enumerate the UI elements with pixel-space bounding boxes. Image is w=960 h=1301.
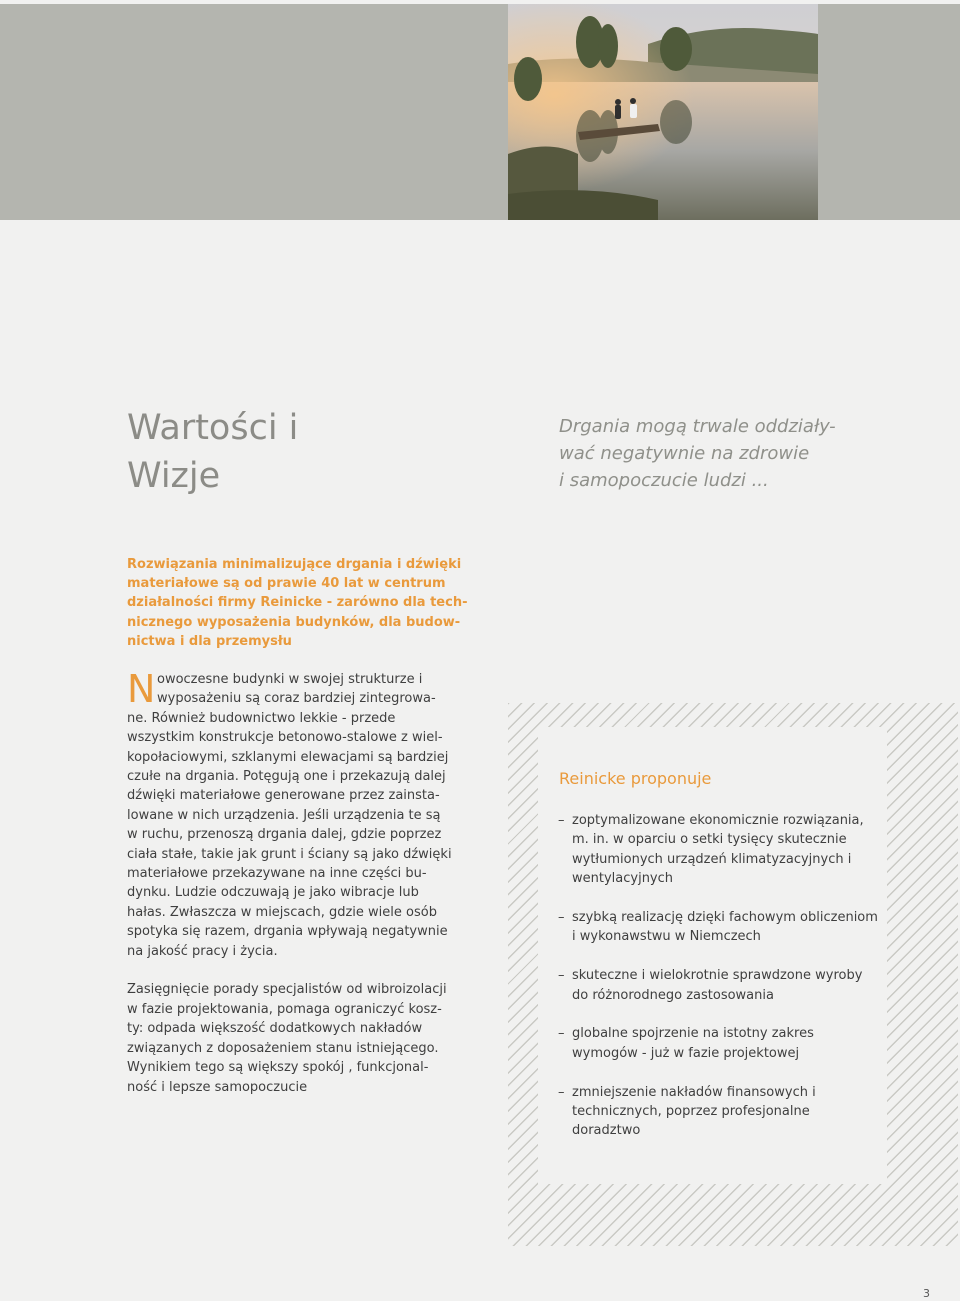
page-title-line-2: Wizje xyxy=(127,456,221,496)
offer-item-line: i wykonawstwu w Niemczech xyxy=(572,929,761,945)
body-line: materiałowe przekazywane na inne części bu- xyxy=(127,866,427,882)
dash-bullet: – xyxy=(558,1084,565,1100)
body-text xyxy=(127,667,457,1097)
lead-paragraph xyxy=(127,555,468,651)
pull-quote-line-1: Drgania mogą trwale oddziały- xyxy=(559,416,836,437)
body-line: związanych z doposażeniem stanu istniejącego. xyxy=(127,1040,439,1056)
offer-panel xyxy=(508,703,958,1246)
offer-item-line: technicznych, poprzez profesjonalne xyxy=(572,1104,810,1120)
body-line: Zasięgnięcie porady specjalistów od wibroizolacji xyxy=(127,982,447,998)
pull-quote-line-2: wać negatywnie na zdrowie xyxy=(559,443,810,464)
body-line: kopołaciowymi, szklanymi elewacjami są bardziej xyxy=(127,749,449,765)
offer-item-line: skuteczne i wielokrotnie sprawdzone wyroby xyxy=(572,968,863,984)
body-line: dynku. Ludzie odczuwają je jako wibracje lub xyxy=(127,885,419,901)
offer-panel-title: Reinicke proponuje xyxy=(559,769,712,788)
body-line: lowane w nich urządzenia. Jeśli urządzenia te są xyxy=(127,807,441,823)
offer-item xyxy=(558,1024,878,1063)
offer-item xyxy=(558,908,878,947)
offer-item-line: do różnorodnego zastosowania xyxy=(572,987,774,1003)
offer-item-line: wytłumionych urządzeń klimatyzacyjnych i xyxy=(572,851,852,867)
lead-line: materiałowe są od prawie 40 lat w centrum xyxy=(127,576,446,592)
lead-line: działalności firmy Reinicke - zarówno dla tech- xyxy=(127,595,468,611)
dash-bullet: – xyxy=(558,968,565,984)
body-line: czułe na drgania. Potęgują one i przekazują dalej xyxy=(127,769,446,785)
offer-item-line: doradztwo xyxy=(572,1123,641,1139)
offer-list xyxy=(558,811,878,1160)
page-title-line-1: Wartości i xyxy=(127,408,299,448)
offer-item xyxy=(558,966,878,1005)
body-line: dźwięki materiałowe generowane przez zainsta- xyxy=(127,788,440,804)
offer-item-line: szybką realizację dzięki fachowym obliczeniom xyxy=(572,910,878,926)
body-line: na jakość pracy i życia. xyxy=(127,943,278,959)
body-line: wszystkim konstrukcje betonowo-stalowe z wiel- xyxy=(127,730,443,746)
pull-quote-line-3: i samopoczucie ludzi ... xyxy=(559,470,769,491)
paragraph-gap xyxy=(127,961,457,980)
drop-cap: N xyxy=(127,667,156,711)
lead-line: Rozwiązania minimalizujące drgania i dźwięki xyxy=(127,557,462,572)
body-line: ność i lepsze samopoczucie xyxy=(127,1079,308,1095)
page-number: 3 xyxy=(923,1287,930,1300)
offer-item-line: globalne spojrzenie na istotny zakres xyxy=(572,1026,814,1042)
lake-photo-illustration xyxy=(508,4,818,220)
body-line: owoczesne budynki w swojej strukturze i xyxy=(157,672,423,687)
offer-item-line: zoptymalizowane ekonomicznie rozwiązania, xyxy=(572,813,864,828)
body-line: hałas. Zwłaszcza w miejscach, gdzie wiele osób xyxy=(127,904,437,920)
body-line: spotyka się razem, drgania wpływają negatywnie xyxy=(127,924,448,940)
lead-line: nictwa i dla przemysłu xyxy=(127,633,292,649)
body-line: ne. Również budownictwo lekkie - przede xyxy=(127,710,396,726)
body-line: wyposażeniu są coraz bardziej zintegrowa- xyxy=(157,691,436,707)
body-line: w fazie projektowania, pomaga ograniczyć kosz- xyxy=(127,1001,442,1017)
offer-item xyxy=(558,1083,878,1141)
body-line: ciała stałe, takie jak grunt i ściany są jako dźwięki xyxy=(127,846,452,862)
lake-photo xyxy=(508,4,818,220)
pull-quote xyxy=(559,413,859,494)
offer-item-line: wymogów - już w fazie projektowej xyxy=(572,1045,800,1061)
offer-item xyxy=(558,811,878,889)
dash-bullet: – xyxy=(558,910,565,926)
offer-item-line: zmniejszenie nakładów finansowych i xyxy=(572,1084,816,1100)
lead-line: nicznego wyposażenia budynków, dla budow- xyxy=(127,614,461,630)
offer-panel-content xyxy=(538,727,887,1184)
offer-item-line: wentylacyjnych xyxy=(572,871,674,887)
header-band-left xyxy=(0,4,508,220)
dash-bullet: – xyxy=(558,813,565,828)
body-line: ty: odpada większość dodatkowych nakładów xyxy=(127,1021,423,1037)
body-line: w ruchu, przenoszą drgania dalej, gdzie poprzez xyxy=(127,827,442,843)
offer-item-line: m. in. w oparciu o setki tysięcy skutecznie xyxy=(572,832,847,848)
body-line: Wynikiem tego są większy spokój , funkcjonal- xyxy=(127,1060,429,1076)
page-title xyxy=(127,404,298,500)
dash-bullet: – xyxy=(558,1026,565,1042)
header-band-right xyxy=(818,4,960,220)
